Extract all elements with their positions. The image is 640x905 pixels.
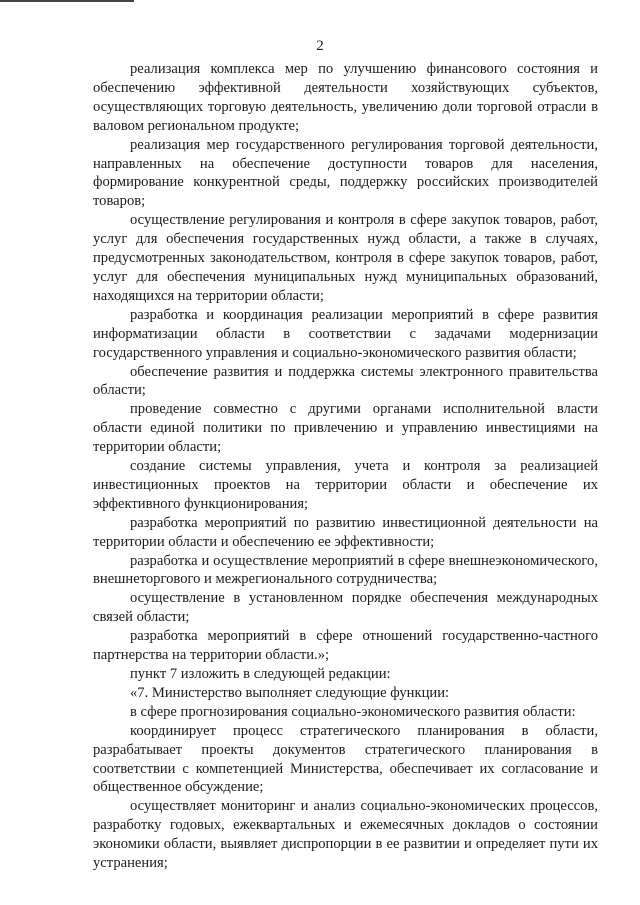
paragraph: разработка и координация реализации мероприятий в сфере развития информатизации области в соответствии с задачами модернизации государственного управления и социально-экономического развития области; — [93, 306, 598, 361]
paragraph: обеспечение развития и поддержка системы электронного правительства области; — [93, 363, 598, 399]
paragraph: координирует процесс стратегического планирования в области, разрабатывает проекты документов стратегического планирования в соответствии с компетенцией Министерства, обеспечивает их согласование и общественное обсуждение; — [93, 722, 598, 796]
paragraph: осуществление в установленном порядке обеспечения международных связей области; — [93, 590, 598, 626]
paragraph: разработка мероприятий в сфере отношений государственно-частного партнерства на территории области.»; — [93, 628, 598, 664]
paragraph: создание системы управления, учета и контроля за реализацией инвестиционных проектов на территории области и обеспечение их эффективного функционирования; — [93, 458, 598, 512]
paragraph: осуществление регулирования и контроля в сфере закупок товаров, работ, услуг для обеспечения государственных нужд области, а также в случаях, предусмотренных законодательством, контроля в сфере закупок товаров, работ, услуг для обеспечения муниципальных нужд муниципальных образований, находящихся на территории области; — [93, 212, 598, 304]
scan-edge-mark — [0, 0, 134, 2]
paragraph: осуществляет мониторинг и анализ социально-экономических процессов, разработку годовых, ежеквартальных и ежемесячных докладов о состоянии экономики области, выявляет диспропорции в ее развитии и определяет пути их устранения; — [93, 798, 598, 872]
paragraph: разработка и осуществление мероприятий в сфере внешнеэкономического, внешнеторгового и межрегионального сотрудничества; — [93, 552, 598, 588]
paragraph: пункт 7 изложить в следующей редакции: — [130, 666, 391, 682]
paragraph: «7. Министерство выполняет следующие функции: — [130, 684, 450, 701]
paragraph: в сфере прогнозирования социально-экономического развития области: — [130, 703, 576, 720]
paragraph: разработка мероприятий по развитию инвестиционной деятельности на территории области и обеспечению ее эффективности; — [93, 514, 598, 550]
page-number: 2 — [316, 38, 324, 54]
paragraph: реализация мер государственного регулирования торговой деятельности, направленных на обеспечение доступности товаров для населения, формирование конкурентной среды, поддержку российских производителей товаров; — [93, 136, 598, 210]
paragraph: проведение совместно с другими органами исполнительной власти области единой политики по привлечению и управлению инвестициями на территории области; — [93, 401, 598, 456]
document-body — [93, 60, 598, 873]
paragraph: реализация комплекса мер по улучшению финансового состояния и обеспечению эффективной деятельности хозяйствующих субъектов, осуществляющих торговую деятельность, увеличению доли торговой отрасли в валовом региональном продукте; — [93, 61, 598, 134]
